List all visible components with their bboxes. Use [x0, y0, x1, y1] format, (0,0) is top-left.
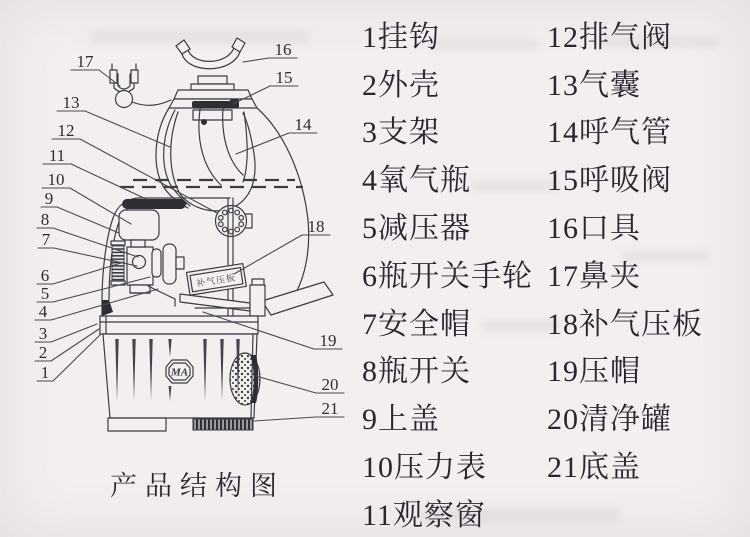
callout-leader-line	[256, 376, 316, 393]
parts-list-item: 15呼吸阀	[547, 164, 672, 198]
bottom-cover-strip	[193, 419, 253, 430]
parts-list-item: 7安全帽	[362, 307, 471, 341]
callout-number-16: 16	[274, 40, 292, 59]
parts-list-item: 13气囊	[547, 68, 641, 102]
product-structure-diagram	[0, 0, 360, 537]
callout-leader-line	[51, 289, 158, 320]
observation-window	[122, 199, 186, 209]
callout-leader-line	[51, 324, 97, 342]
callout-number-4: 4	[38, 302, 48, 321]
callout-number-21: 21	[321, 399, 339, 418]
parts-list-item: 14呼气管	[547, 116, 672, 150]
callout-leader-line	[70, 188, 131, 224]
parts-list-item: 10压力表	[362, 451, 487, 485]
callout-leader-line	[71, 164, 146, 199]
callout-number-14: 14	[294, 115, 312, 134]
callout-leader-line	[53, 334, 101, 381]
parts-list-item: 6瓶开关手轮	[362, 259, 533, 293]
parts-list-item: 20清净罐	[547, 403, 672, 437]
ma-label: MA	[170, 366, 189, 379]
canister-window	[230, 353, 260, 405]
callout-number-9: 9	[44, 189, 54, 208]
parts-list-item: 9上盖	[362, 403, 440, 437]
callout-number-5: 5	[40, 284, 50, 303]
parts-list-item: 21底盖	[547, 451, 641, 485]
ma-badge	[166, 360, 193, 383]
callout-number-11: 11	[48, 146, 66, 165]
callout-number-20: 20	[321, 375, 339, 394]
parts-list-item: 3支架	[362, 116, 440, 150]
callout-number-1: 1	[40, 363, 50, 382]
parts-list-item: 4氧气瓶	[362, 164, 471, 198]
callout-number-15: 15	[275, 68, 293, 87]
callout-number-7: 7	[41, 230, 51, 249]
callout-number-17: 17	[76, 52, 94, 71]
parts-list-column-1	[362, 10, 533, 536]
case-body	[103, 334, 260, 431]
valve-mechanism	[111, 240, 184, 306]
callout-leader-line	[236, 133, 289, 154]
parts-list-column-2	[547, 10, 703, 488]
plate-label: 补气压板	[195, 272, 237, 289]
callout-number-6: 6	[40, 266, 50, 285]
parts-list-item: 19压帽	[547, 355, 641, 389]
pressure-reducer-flange	[152, 249, 161, 277]
exhaust-valve-disc	[216, 206, 253, 237]
callout-leader-line	[234, 235, 302, 274]
bottom-foot	[108, 418, 166, 431]
parts-list-item: 5减压器	[362, 212, 471, 246]
parts-list-item: 12排气阀	[547, 20, 672, 54]
callout-number-3: 3	[38, 324, 48, 343]
bag-strap	[262, 282, 333, 315]
parts-list-item: 16口具	[547, 212, 641, 246]
callout-number-19: 19	[319, 331, 337, 350]
callout-leader-line	[85, 111, 170, 147]
callout-number-8: 8	[40, 210, 50, 229]
callout-leader-line	[243, 58, 269, 62]
callout-number-13: 13	[62, 93, 80, 112]
callout-leader-line	[51, 329, 99, 361]
parts-list-item: 18补气压板	[547, 307, 703, 341]
parts-list-item: 1挂钩	[362, 20, 440, 54]
callout-number-12: 12	[57, 121, 75, 140]
callout-number-2: 2	[38, 343, 48, 362]
dashed-guide-lines	[120, 180, 303, 187]
callout-leader-line	[254, 417, 316, 421]
air-supplement-plate	[186, 264, 246, 296]
parts-list-item: 2外壳	[362, 68, 440, 102]
callout-leader-line	[54, 248, 137, 266]
parts-list-item: 17鼻夹	[547, 259, 641, 293]
callout-number-18: 18	[307, 217, 325, 236]
parts-list-item: 11观察窗	[362, 498, 486, 532]
pressure-gauge-box	[119, 210, 159, 240]
diagram-caption: 产品结构图	[110, 471, 285, 501]
mouthpiece	[176, 38, 245, 90]
callout-number-10: 10	[47, 170, 65, 189]
parts-list-item: 8瓶开关	[362, 355, 471, 389]
